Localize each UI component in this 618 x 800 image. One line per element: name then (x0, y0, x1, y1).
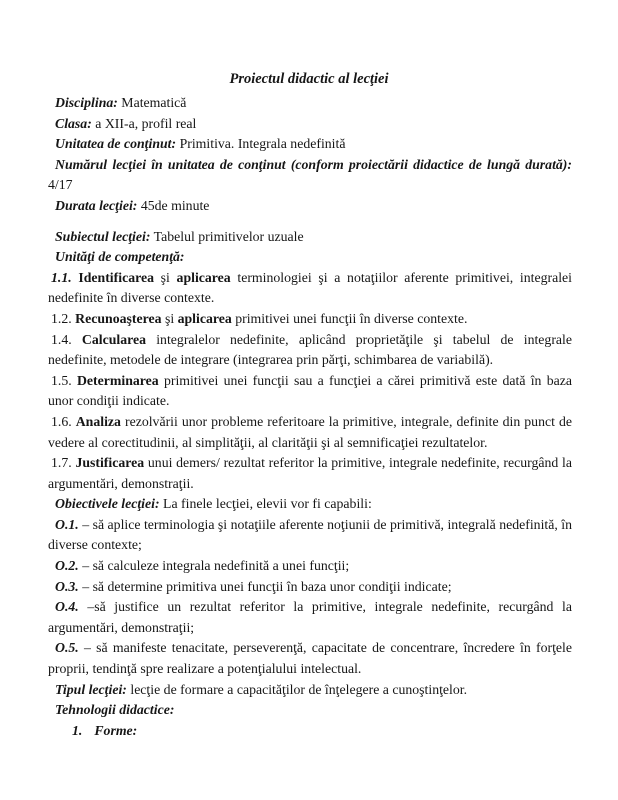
text-segment: Primitiva. Integrala nedefinită (176, 136, 346, 152)
text-segment: Tipul lecţiei: (55, 681, 127, 697)
field-subiectul-lectiei (48, 227, 572, 248)
text-segment: Disciplina: (55, 95, 118, 110)
field-disciplina (48, 93, 572, 114)
text-segment: lecţie de formare a capacităţilor de înţelegere a cunoştinţelor. (126, 681, 468, 697)
text-segment: – să determine primitiva unei funcţii în baza unor condiţii indicate; (78, 578, 452, 594)
text-segment: Forme: (94, 722, 138, 738)
text-segment: 1.5. (51, 372, 77, 388)
text-segment: 1.6. (51, 413, 76, 429)
text-segment: Calcularea (81, 331, 147, 347)
field-unitatea-de-continut (48, 134, 572, 155)
field-clasa (48, 114, 572, 135)
text-segment: aplicarea (176, 269, 231, 285)
text-segment: 1.2. (51, 310, 76, 326)
text-segment: Durata lecţiei: (55, 197, 138, 213)
text-segment: 1.7. (51, 455, 76, 471)
objective-o3 (48, 577, 572, 598)
competence-1-2 (48, 309, 572, 330)
text-segment: Subiectul lecţiei: (55, 228, 151, 244)
document-body (0, 88, 618, 741)
objective-o5 (48, 638, 572, 679)
text-segment: Obiectivele lecţiei: (55, 496, 160, 512)
text-segment: primitivei unei funcţii sau a funcţiei a cărei primitivă este dată în baza unor condiţii indicate. (48, 372, 572, 409)
objective-o2 (48, 556, 572, 577)
text-segment: terminologiei şi a notaţiilor aferente primitivei, integralei nedefinite în diverse contexte. (48, 269, 572, 306)
text-segment: 45de minute (137, 197, 210, 213)
text-segment: O.4. (55, 599, 79, 615)
text-segment: Tabelul primitivelor uzuale (150, 228, 304, 244)
text-segment: Justificarea (75, 455, 145, 471)
text-segment: Determinarea (76, 372, 159, 388)
text-segment: 1. (72, 722, 83, 738)
text-segment: Matematică (117, 95, 187, 110)
text-segment: rezolvării unor probleme referitoare la primitive, integrale, definite din punct de vedere al corectitudinii, al simplităţii, al clarităţii şi al semnificaţiei rezultatelor. (48, 413, 572, 450)
text-segment: 4/17 (48, 177, 73, 193)
text-segment: Unitatea de conţinut: (55, 136, 177, 152)
text-segment: Clasa: (55, 115, 92, 131)
text-segment: integralelor nedefinite, aplicând proprietăţile şi tabelul de integrale nedefinite, metodele de integrare (integrarea prin părţi, schimbarea de variabilă). (48, 331, 572, 368)
competence-1-1 (48, 268, 572, 309)
heading-tehnologii-didactice (48, 700, 572, 721)
text-segment: aplicarea (177, 310, 232, 326)
text-segment: –să justifice un rezultat referitor la primitive, integrale nedefinite, recurgând la argumentări, demonstraţii; (48, 599, 572, 635)
text-segment: primitivei unei funcţii în diverse contexte. (231, 310, 468, 326)
heading-unitati-de-competenta (48, 247, 572, 268)
text-segment: a XII-a, profil real (91, 115, 197, 131)
competence-1-4 (48, 330, 572, 371)
competence-1-7 (48, 453, 572, 494)
objective-o1 (48, 515, 572, 556)
text-segment: O.5. (55, 640, 79, 656)
document-title: Proiectul didactic al lecţiei (229, 71, 389, 87)
text-segment: 1.1. (51, 269, 72, 285)
text-segment: O.2. (55, 558, 79, 574)
field-tipul-lectiei (48, 680, 572, 701)
text-segment: Identificarea (78, 269, 154, 285)
text-segment: şi (161, 310, 178, 326)
text-segment: O.1. (55, 516, 79, 532)
text-segment: Unităţi de competenţă: (55, 249, 185, 265)
competence-1-5 (48, 371, 572, 412)
heading-obiectivele-lectiei (48, 494, 572, 515)
text-segment: unui demers/ rezultat referitor la primitive, integrale nedefinite, recurgând la argumentări, demonstraţii. (48, 455, 572, 491)
text-segment: Recunoaşterea (75, 310, 162, 326)
text-segment: Numărul lecţiei în unitatea de conţinut (conform proiectării didactice de lungă durată): (55, 156, 572, 172)
text-segment: La finele lecţiei, elevii vor fi capabili: (159, 496, 372, 512)
text-segment: Tehnologii didactice: (55, 702, 175, 718)
text-segment: şi (154, 269, 177, 285)
field-durata-lectiei (48, 196, 572, 217)
field-numarul-lectiei (48, 155, 572, 196)
text-segment: 1.4. (51, 331, 82, 347)
text-segment: – să aplice terminologia şi notaţiile aferente noţiunii de primitivă, integrală nedefinită, în diverse contexte; (48, 516, 572, 553)
list-item-forme (48, 721, 572, 742)
competence-1-6 (48, 412, 572, 453)
text-segment: – să calculeze integrala nedefinită a unei funcţii; (78, 558, 350, 574)
objective-o4 (48, 597, 572, 638)
text-segment: – să manifeste tenacitate, perseverenţă, capacitate de concentrare, încredere în forţele proprii, tendinţă spre realizare a potenţialului intelectual. (48, 640, 572, 677)
text-segment: Analiza (75, 413, 121, 429)
text-segment: O.3. (55, 578, 79, 594)
